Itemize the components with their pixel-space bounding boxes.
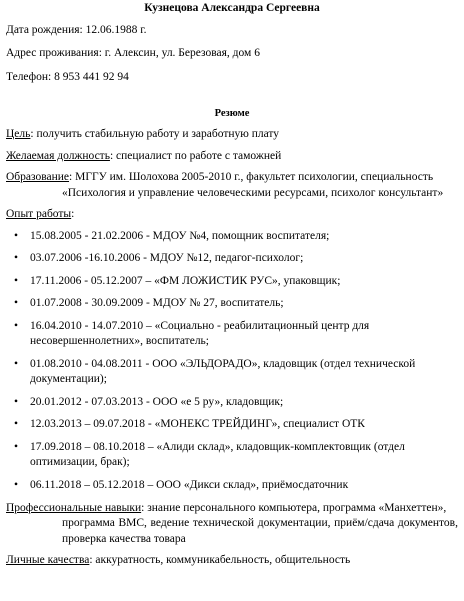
job-line1: 17.11.2006 - 05.12.2007 – «ФМ ЛОЖИСТИК РУС», упаковщик; [30, 274, 341, 287]
list-item [6, 319, 458, 350]
job-line1: 01.08.2010 - 04.08.2011 - ООО «ЭЛЬДОРАДО», кладовщик (отдел технической [30, 357, 416, 370]
experience-label: Опыт работы [6, 208, 72, 221]
bullet-icon: • [14, 229, 19, 242]
job-line1: 16.04.2010 - 14.07.2010 – «Социально - реабилитационный центр для [30, 319, 370, 332]
bullet-icon: • [14, 440, 19, 453]
experience-heading [6, 207, 458, 223]
list-item [6, 251, 458, 267]
qualities-label: Личные качества [6, 554, 90, 567]
job-line1: 03.07.2006 -16.10.2006 - МДОУ №12, педагог-психолог; [30, 252, 304, 265]
goal [6, 127, 458, 143]
education-line1: : МГГУ им. Шолохова 2005-2010 г., факультет психологии, специальность [69, 171, 434, 184]
list-item [6, 395, 458, 411]
job-line2: несовершеннолетних», воспитатель; [30, 335, 209, 348]
personal-qualities [6, 553, 458, 569]
list-item [6, 417, 458, 433]
job-line1: 06.11.2018 – 05.12.2018 – ООО «Дикси склад», приёмосдаточник [30, 479, 349, 491]
job-line1: 12.03.2013 – 09.07.2018 - «МОНЕКС ТРЕЙДИНГ», специалист ОТК [30, 418, 365, 431]
bullet-icon: • [14, 357, 19, 370]
job-line1: 15.08.2005 - 21.02.2006 - МДОУ №4, помощник воспитателя; [30, 229, 330, 242]
goal-text: : получить стабильную работу и заработную плату [30, 128, 280, 141]
experience-colon: : [71, 208, 75, 221]
birth-date: Дата рождения: 12.06.1988 г. [6, 23, 147, 36]
skills-line1: : знание персонального компьютера, программа «Манхеттен», [141, 501, 447, 514]
education [6, 170, 458, 201]
bullet-icon: • [14, 479, 19, 491]
desired-position [6, 149, 458, 165]
education-label: Образование [6, 171, 70, 184]
experience-list [6, 229, 458, 494]
education-line2: «Психология и управление человеческими ресурсами, психолог консультант» [62, 186, 444, 199]
professional-skills [6, 501, 458, 548]
position-text: : специалист по работе с таможней [109, 149, 282, 162]
bullet-icon: • [14, 319, 19, 332]
position-label: Желаемая должность [6, 149, 110, 162]
list-item [6, 229, 458, 245]
address: Адрес проживания: г. Алексин, ул. Березовая, дом 6 [6, 47, 260, 60]
goal-label: Цель [6, 128, 31, 141]
qualities-text: : аккуратность, коммуникабельность, общительность [89, 554, 351, 567]
list-item [6, 440, 458, 471]
list-item [6, 357, 458, 388]
list-item [6, 296, 458, 312]
skills-label: Профессиональные навыки [6, 501, 142, 514]
skills-line2: программа ВМС, ведение технической документации, приём/сдача документов, проверка качества товара [62, 517, 458, 545]
bullet-icon: • [14, 274, 19, 287]
job-line1: 01.07.2008 - 30.09.2009 - МДОУ № 27, воспитатель; [30, 297, 284, 310]
job-line1: 17.09.2018 – 08.10.2018 – «Алиди склад», кладовщик-комплектовщик (отдел [30, 440, 405, 453]
job-line2: документации); [30, 373, 107, 386]
bullet-icon: • [14, 297, 19, 310]
job-line1: 20.01.2012 - 07.03.2013 - ООО «е 5 ру», кладовщик; [30, 395, 284, 408]
list-item [6, 274, 458, 290]
resume-title: Резюме [214, 108, 250, 120]
full-name: Кузнецова Александра Сергеевна [144, 2, 320, 14]
resume-page [0, 1, 464, 601]
bullet-icon: • [14, 395, 19, 408]
phone: Телефон: 8 953 441 92 94 [6, 70, 129, 83]
job-line2: оптимизации, брак); [30, 456, 130, 469]
bullet-icon: • [14, 418, 19, 431]
bullet-icon: • [14, 252, 19, 265]
list-item [6, 478, 458, 494]
